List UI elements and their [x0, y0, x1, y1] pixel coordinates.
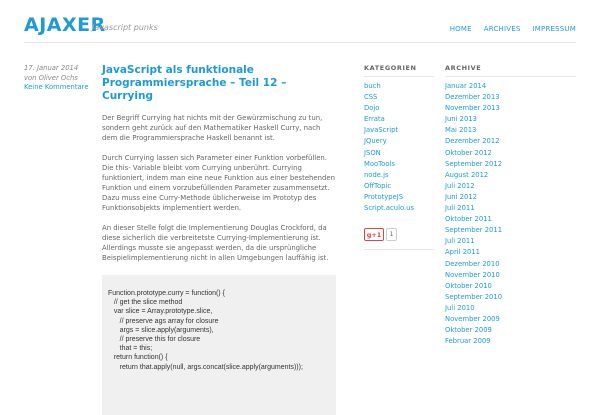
- category-link[interactable]: buch: [364, 82, 381, 90]
- archive-link[interactable]: November 2009: [445, 314, 500, 323]
- google-plus-count: 1: [386, 228, 397, 241]
- post-title-link[interactable]: JavaScript als funktionale Programmiersprache – Teil 12 – Currying: [102, 64, 287, 102]
- archive-link[interactable]: Oktober 2011: [445, 215, 492, 224]
- archive-link[interactable]: Oktober 2012: [445, 148, 492, 157]
- archive-link[interactable]: Dezember 2013: [445, 93, 500, 102]
- site-logo[interactable]: AJAXER: [24, 14, 106, 36]
- archive-link[interactable]: Juli 2011: [445, 237, 475, 246]
- archive-link[interactable]: April 2011: [445, 248, 480, 257]
- post-paragraph-2: Durch Currying lassen sich Parameter einer Funktion vorbefüllen. Die this- Variable bleibt vom Currying unberührt. Currying funktioniert, indem man eine neue Funktion aus einer bestehenden Funktion und einem vorzubefüllenden Parameter zusammensetzt. Dazu muss eine Curry-Methode üblicherweise im Prototyp des Funktionsobjekts implementiert werden.: [102, 154, 336, 212]
- google-plus-button[interactable]: g+1: [364, 228, 384, 241]
- archive-link[interactable]: November 2010: [445, 270, 500, 279]
- category-link[interactable]: node.js: [364, 170, 389, 179]
- archive-link[interactable]: August 2012: [445, 170, 489, 179]
- category-link[interactable]: JavaScript: [364, 126, 399, 135]
- archive-link[interactable]: Dezember 2012: [445, 137, 500, 146]
- archive-link[interactable]: September 2012: [445, 159, 503, 168]
- code-line: that = this;: [108, 345, 153, 353]
- archive-link[interactable]: Juni 2013: [445, 115, 477, 124]
- google-plus-widget: [364, 228, 434, 241]
- archive-link[interactable]: Februar 2009: [445, 337, 491, 346]
- post-paragraph-1: Der Begriff Currying hat nichts mit der Gewürzmischung zu tun, sondern geht zurück auf den Mathematiker Haskell Curry, nach dem die Programmiersprache Haskell benannt ist.: [102, 114, 323, 142]
- category-link[interactable]: JQuery: [364, 137, 387, 146]
- category-link[interactable]: PrototypeJS: [364, 192, 404, 201]
- archive-link[interactable]: Mai 2013: [445, 126, 477, 135]
- sidebar-divider: [364, 249, 434, 250]
- archive-link[interactable]: September 2011: [445, 226, 503, 235]
- post-author: von Oliver Ochs: [24, 73, 78, 82]
- archive-link[interactable]: September 2010: [445, 292, 503, 301]
- code-block: [102, 275, 336, 415]
- code-line: // preserve this for closure: [108, 336, 201, 344]
- archive-title: ARCHIVE: [445, 64, 576, 77]
- category-link[interactable]: OffTopic: [364, 181, 392, 190]
- archive-link[interactable]: Januar 2014: [445, 82, 487, 90]
- archive-list: [445, 81, 576, 347]
- code-line: var slice = Array.prototype.slice,: [108, 308, 213, 316]
- categories-title: KATEGORIEN: [364, 64, 434, 77]
- code-line: args = slice.apply(arguments),: [108, 326, 214, 334]
- archive-link[interactable]: November 2013: [445, 104, 500, 113]
- post-meta: [24, 64, 94, 93]
- archive-link[interactable]: Juli 2011: [445, 204, 475, 213]
- post-article: [102, 64, 336, 415]
- category-link[interactable]: Errata: [364, 115, 385, 124]
- archive-link[interactable]: Oktober 2010: [445, 281, 492, 290]
- nav-home[interactable]: HOME: [449, 25, 472, 33]
- code-line: // get the slice method: [108, 299, 183, 307]
- code-line: Function.prototype.curry = function() {: [108, 290, 225, 297]
- code-line: return that.apply(null, args.concat(slice.apply(arguments)));: [108, 363, 303, 371]
- category-link[interactable]: JSON: [364, 148, 381, 157]
- post-comments-link[interactable]: Keine Kommentare: [24, 83, 89, 91]
- categories-list: [364, 81, 434, 214]
- nav-archives[interactable]: ARCHIVES: [483, 25, 521, 33]
- archive-link[interactable]: Dezember 2010: [445, 259, 500, 268]
- category-link[interactable]: Script.aculo.us: [364, 204, 415, 213]
- post-paragraph-3: An dieser Stelle folgt die Implementierung Douglas Crockford, da diese sicherlich die verbreitetste Currying-Implementierung ist. Allerdings musste sie angepasst werden, da die ursprüngliche Beispielimplementierung nicht in allen Umgebungen lauffähig ist.: [102, 224, 329, 262]
- categories-widget: [364, 64, 434, 250]
- nav-impressum[interactable]: IMPRESSUM: [532, 25, 576, 33]
- archive-link[interactable]: Juli 2010: [445, 303, 475, 312]
- code-line: return function() {: [108, 354, 168, 362]
- category-link[interactable]: MooTools: [364, 159, 395, 168]
- code-line: // preserve ags array for closure: [108, 317, 219, 325]
- archive-link[interactable]: Juli 2012: [445, 181, 475, 190]
- site-tagline: Javascript punks: [92, 23, 158, 32]
- main-nav: [450, 25, 576, 33]
- category-link[interactable]: Dojo: [364, 104, 380, 113]
- archive-widget: [445, 64, 576, 347]
- post-date: 17. Januar 2014: [24, 64, 79, 72]
- header-divider: [24, 42, 576, 43]
- archive-link[interactable]: Oktober 2009: [445, 326, 492, 335]
- archive-link[interactable]: Juni 2012: [445, 192, 477, 201]
- category-link[interactable]: CSS: [364, 93, 378, 102]
